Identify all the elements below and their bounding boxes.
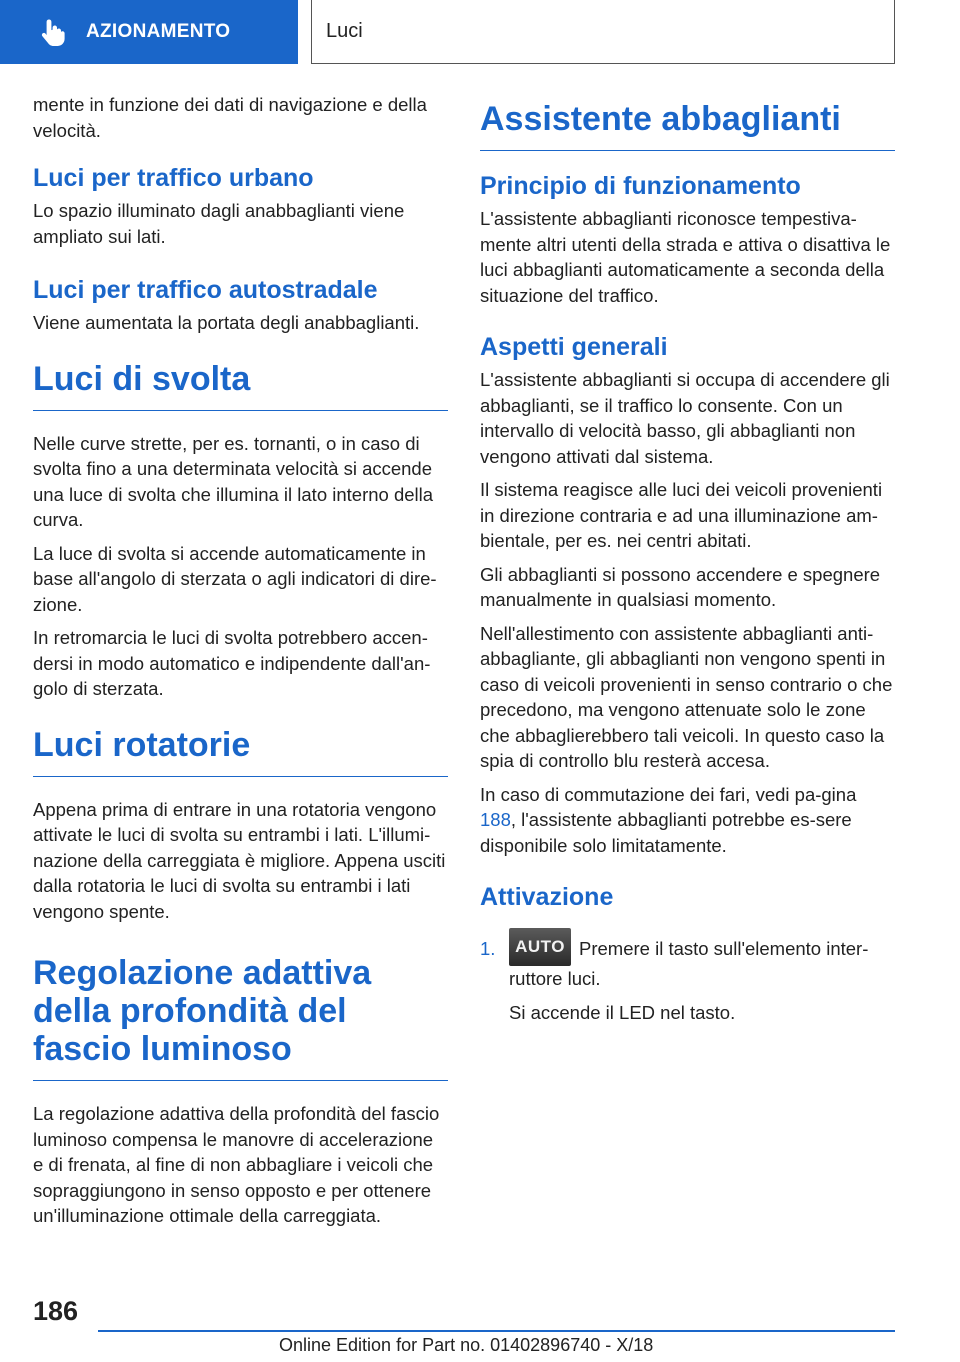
page-reference-prefix: In caso di commutazione dei fari, vedi pa‐gina bbox=[480, 783, 857, 805]
footer-divider bbox=[98, 1330, 895, 1332]
section-title: Luci bbox=[326, 20, 363, 42]
roundabout-lights-text: Appena prima di entrare in una rotatoria vengono attivate le luci di svolta su entrambi i lati. L'illumi‐nazione della carreggiata è migliore. Appena usciti dalla rotatoria le luci di svolta su entrambi i lati vengono spente. bbox=[33, 798, 446, 922]
chapter-tab-label: AZIONAMENTO bbox=[86, 21, 231, 42]
adaptive-range-heading: Regolazione adattiva della profondità del fascio luminoso bbox=[33, 954, 448, 1081]
principle-heading: Principio di funzionamento bbox=[480, 172, 801, 200]
general-heading: Aspetti generali bbox=[480, 333, 668, 361]
general-paragraph-4: Nell'allestimento con assistente abbaglianti anti‐abbagliante, gli abbaglianti non vengono spenti in caso di veicoli provenienti in senso contrario o che precedono, ma vengono attenuate solo le zone che abbaglierebbero tali veicoli. In questo caso la spia di controllo blu resterà accesa. bbox=[480, 622, 893, 771]
step-body bbox=[509, 936, 895, 1033]
activation-step bbox=[480, 936, 895, 1033]
step-result-text: Si accende il LED nel tasto. bbox=[509, 1001, 736, 1023]
general-paragraph-5 bbox=[480, 782, 895, 859]
roundabout-lights-heading: Luci rotatorie bbox=[33, 726, 448, 777]
step-number: 1. bbox=[480, 938, 496, 959]
section-header bbox=[311, 0, 895, 64]
chapter-tab[interactable] bbox=[0, 0, 298, 64]
footer-edition-text: Online Edition for Part no. 01402896740 - X/18 bbox=[279, 1335, 654, 1355]
page-number: 186 bbox=[33, 1296, 79, 1326]
urban-lights-text: Lo spazio illuminato dagli anabbaglianti viene ampliato sui lati. bbox=[33, 200, 405, 247]
left-column bbox=[33, 92, 448, 1237]
urban-lights-heading: Luci per traffico urbano bbox=[33, 164, 314, 192]
page-reference-link[interactable]: 188 bbox=[480, 809, 511, 830]
turning-lights-paragraph-3: In retromarcia le luci di svolta potrebbero accen‐dersi in modo automatico e indipendente dall'an‐golo di sterzata. bbox=[33, 627, 431, 699]
turning-lights-paragraph-1: Nelle curve strette, per es. tornanti, o in caso di svolta fino a una determinata velocità si accende una luce di svolta che illumina il lato interno della curva. bbox=[33, 432, 434, 530]
highway-lights-heading: Luci per traffico autostradale bbox=[33, 276, 378, 304]
intro-paragraph: mente in funzione dei dati di navigazione e della velocità. bbox=[33, 94, 427, 141]
general-paragraph-3: Gli abbaglianti si possono accendere e spegnere manualmente in qualsiasi momento. bbox=[480, 563, 881, 610]
step-instruction bbox=[509, 936, 895, 992]
step-instruction-text: Premere il tasto sull'elemento inter‐ruttore luci. bbox=[509, 938, 869, 989]
adaptive-range-text: La regolazione adattiva della profondità del fascio luminoso compensa le manovre di accelerazione e di frenata, al fine di non abbagliare i veicoli che sopraggiungono in senso opposto e per ottenere un'illuminazione ottimale della carreggiata. bbox=[33, 1103, 440, 1226]
auto-button-icon: AUTO bbox=[509, 928, 571, 966]
high-beam-assistant-heading: Assistente abbaglianti bbox=[480, 100, 895, 151]
turning-lights-paragraph-2: La luce di svolta si accende automaticamente in base all'angolo di sterzata o agli indicatori di dire‐zione. bbox=[33, 542, 437, 615]
right-column bbox=[480, 100, 895, 1033]
turning-lights-heading: Luci di svolta bbox=[33, 360, 448, 411]
principle-text: L'assistente abbaglianti riconosce tempestiva‐mente altri utenti della strada e attiva o disattiva le luci abbaglianti automaticamente a seconda della situazione del traffico. bbox=[480, 208, 891, 306]
highway-lights-text: Viene aumentata la portata degli anabbaglianti. bbox=[33, 312, 420, 333]
page-reference-suffix: , l'assistente abbaglianti potrebbe es‐sere disponibile solo limitatamente. bbox=[480, 809, 852, 856]
general-paragraph-2: Il sistema reagisce alle luci dei veicoli provenienti in direzione contraria e ad una illuminazione am‐bientale, per es. nei centri abitati. bbox=[480, 479, 883, 551]
general-paragraph-1: L'assistente abbaglianti si occupa di accendere gli abbaglianti, se il traffico lo consente. Con un intervallo di velocità basso, gli abbaglianti non vengono attivati dal sistema. bbox=[480, 369, 890, 467]
hand-pointer-icon bbox=[40, 18, 66, 46]
activation-heading: Attivazione bbox=[480, 883, 614, 911]
